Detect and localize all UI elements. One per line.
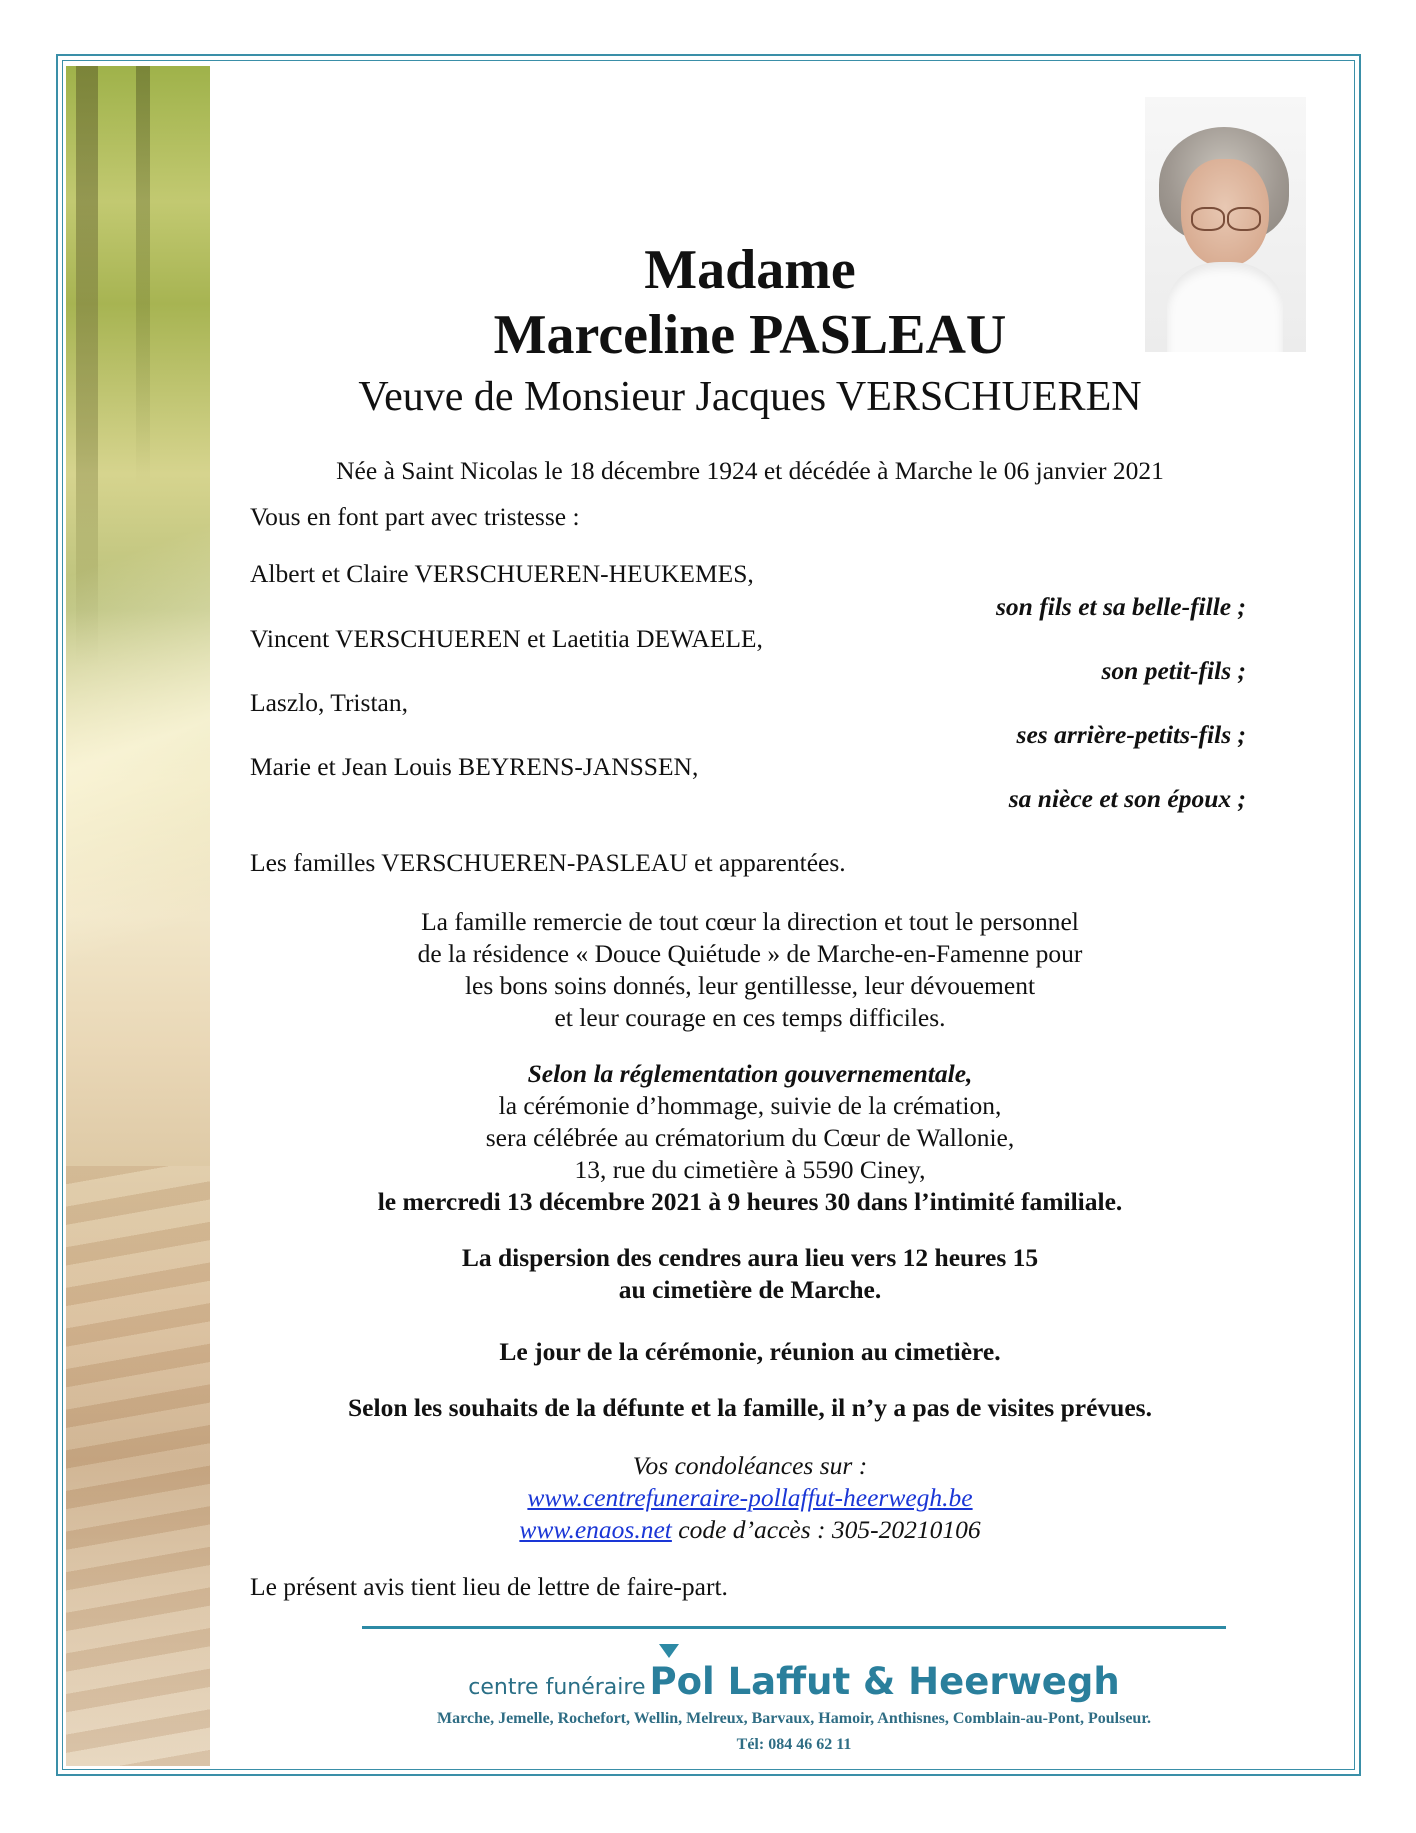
condolences bbox=[250, 1450, 1250, 1546]
ceremony-address: 13, rue du cimetière à 5590 Ciney, bbox=[574, 1155, 926, 1184]
ceremony-heading: Selon la réglementation gouvernementale, bbox=[527, 1059, 973, 1088]
thanks-line: et leur courage en ces temps difficiles. bbox=[554, 1003, 946, 1032]
footer-phone: Tél: 084 46 62 11 bbox=[736, 1736, 852, 1753]
footer-divider bbox=[362, 1626, 1226, 1629]
honorific-title: Madame bbox=[644, 239, 856, 301]
thanks-line: de la résidence « Douce Quiétude » de Marche-en-Famenne pour bbox=[417, 939, 1083, 968]
family-names: Laszlo, Tristan, bbox=[250, 688, 408, 717]
ceremony-line: sera célébrée au crématorium du Cœur de Wallonie, bbox=[485, 1123, 1015, 1152]
tree-trunk bbox=[136, 66, 150, 486]
visits-info: Selon les souhaits de la défunte et la famille, il n’y a pas de visites prévues. bbox=[348, 1393, 1152, 1422]
forest-path bbox=[66, 1166, 210, 1766]
family-names: Vincent VERSCHUEREN et Laetitia DEWAELE, bbox=[250, 624, 763, 653]
thanks-message bbox=[250, 906, 1250, 1034]
deceased-name: Marceline PASLEAU bbox=[493, 304, 1007, 366]
triangle-icon bbox=[659, 1644, 679, 1658]
meeting-info: Le jour de la cérémonie, réunion au cimetière. bbox=[499, 1337, 1001, 1366]
glasses-icon bbox=[1227, 207, 1261, 231]
intro-text: Vous en font part avec tristesse : bbox=[250, 502, 580, 531]
family-names: Marie et Jean Louis BEYRENS-JANSSEN, bbox=[250, 752, 699, 781]
thanks-line: les bons soins donnés, leur gentillesse, leur dévouement bbox=[464, 971, 1036, 1000]
family-relation: ses arrière-petits-fils ; bbox=[1016, 720, 1246, 749]
widow-of: Veuve de Monsieur Jacques VERSCHUEREN bbox=[358, 374, 1142, 420]
funeral-home-logo bbox=[362, 1660, 1226, 1703]
closing-note: Le présent avis tient lieu de lettre de faire-part. bbox=[250, 1572, 728, 1601]
family-relation: son petit-fils ; bbox=[1101, 656, 1246, 685]
family-names: Albert et Claire VERSCHUEREN-HEUKEMES, bbox=[250, 559, 754, 588]
dispersion-line: au cimetière de Marche. bbox=[618, 1275, 882, 1304]
condolences-link-enaos[interactable]: www.enaos.net bbox=[519, 1515, 672, 1544]
access-code: code d’accès : 305-20210106 bbox=[678, 1515, 981, 1544]
extended-families: Les familles VERSCHUEREN-PASLEAU et apparentées. bbox=[250, 848, 846, 877]
forest-path-image bbox=[66, 66, 210, 1766]
footer-locations: Marche, Jemelle, Rochefort, Wellin, Melreux, Barvaux, Hamoir, Anthisnes, Comblain-au-Pont, Poulseur. bbox=[437, 1710, 1151, 1727]
family-relation: sa nièce et son époux ; bbox=[1008, 784, 1246, 813]
ceremony-date: le mercredi 13 décembre 2021 à 9 heures 30 dans l’intimité familiale. bbox=[377, 1187, 1123, 1216]
birth-death-line: Née à Saint Nicolas le 18 décembre 1924 et décédée à Marche le 06 janvier 2021 bbox=[336, 456, 1164, 485]
logo-brand: Pol Laffut & Heerwegh bbox=[649, 1660, 1120, 1703]
family-relation: son fils et sa belle-fille ; bbox=[996, 592, 1246, 621]
dispersion-info bbox=[250, 1242, 1250, 1306]
ceremony-details bbox=[250, 1058, 1250, 1218]
ceremony-line: la cérémonie d’hommage, suivie de la crémation, bbox=[498, 1091, 1002, 1120]
logo-prefix: centre funéraire bbox=[468, 1675, 646, 1700]
dispersion-line: La dispersion des cendres aura lieu vers 12 heures 15 bbox=[461, 1243, 1039, 1272]
thanks-line: La famille remercie de tout cœur la direction et tout le personnel bbox=[421, 907, 1079, 936]
light-rays bbox=[66, 446, 210, 1046]
condolences-link-funeral-center[interactable]: www.centrefuneraire-pollaffut-heerwegh.be bbox=[527, 1483, 973, 1512]
glasses-icon bbox=[1191, 207, 1225, 231]
condolences-label: Vos condoléances sur : bbox=[632, 1451, 868, 1480]
